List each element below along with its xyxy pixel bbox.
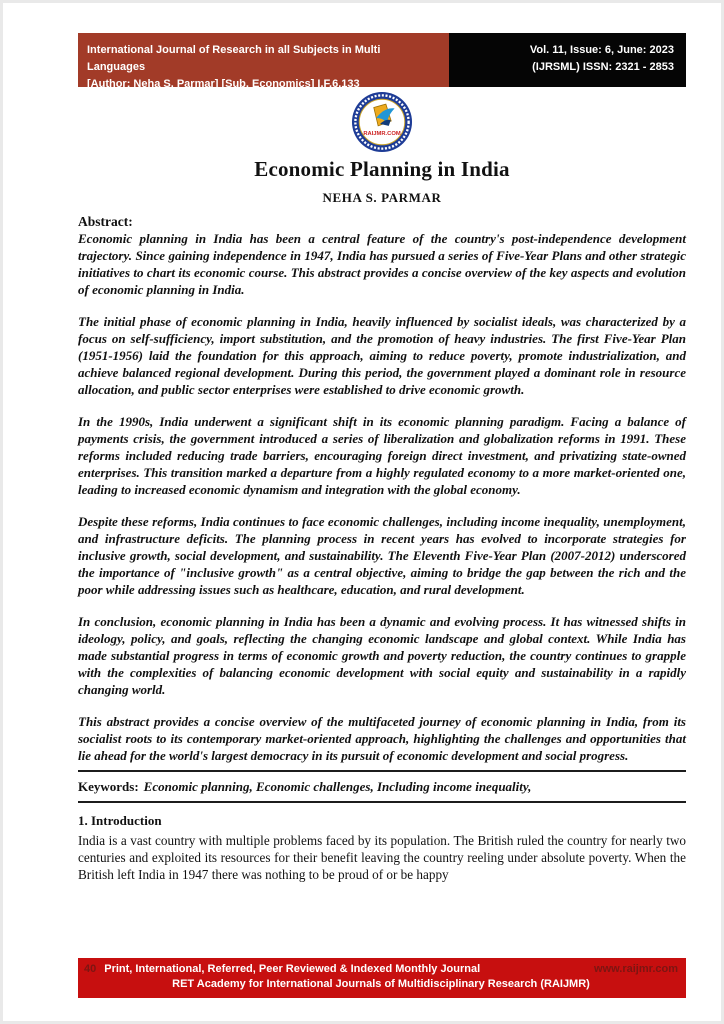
keywords-line (78, 778, 686, 795)
page-number: 40 (84, 963, 97, 975)
abstract-paragraph: In conclusion, economic planning in India has been a dynamic and evolving process. It has witnessed shifts in ideology, policy, and goals, reflecting the changing economic landscape and global context. While India has made substantial progress in terms of economic growth and poverty reduction, the country continues to grapple with the complexities of balancing economic development with social equity and sustainability in a rapidly changing world. (78, 614, 686, 697)
keywords-text: Economic planning, Economic challenges, Including income inequality, (143, 779, 532, 794)
journal-header-right (449, 33, 686, 87)
logo-container (78, 91, 686, 153)
footer-academy-line: RET Academy for International Journals of Multidisciplinary Research (RAIJMR) (172, 978, 590, 990)
abstract-paragraph: In the 1990s, India underwent a significant shift in its economic planning paradigm. Facing a balance of payments crisis, the government introduced a series of liberalization and globalization reforms in 1991. These reforms included reducing trade barriers, encouraging foreign direct investment, and privatizing state-owned enterprises. This transition marked a departure from a highly regulated economy to a more market-oriented one, leading to increased economic dynamism and integration with the global economy. (78, 414, 686, 497)
journal-title-line: International Journal of Research in all Subjects in Multi Languages (87, 44, 381, 73)
footer-journal-type: Print, International, Referred, Peer Reviewed & Indexed Monthly Journal (104, 963, 481, 975)
divider-rule (78, 770, 686, 772)
abstract-heading: Abstract: (78, 214, 133, 229)
author-subject-line: [Author: Neha S. Parmar] [Sub. Economics] I.F.6.133 (87, 78, 360, 90)
abstract-paragraph: Economic planning in India has been a central feature of the country's post-independence development trajectory. Since gaining independence in 1947, India has pursued a series of Five-Year Plans and other strategic initiatives to chart its economic course. This abstract provides a concise overview of the key aspects and evolution of economic planning in India. (78, 231, 686, 297)
footer-website: www.raijmr.com (594, 963, 678, 975)
introduction-heading: 1. Introduction (78, 813, 162, 828)
paper-author: NEHA S. PARMAR (322, 190, 442, 205)
paper-title: Economic Planning in India (254, 157, 510, 181)
footer-line1 (84, 962, 678, 977)
logo-caption: RAIJMR.COM (363, 131, 401, 138)
introduction-paragraph: India is a vast country with multiple problems faced by its population. The British ruled the country for nearly two centuries and exploited its resources for their benefit leaving the country reeling under absolute poverty. When the British left India in 1947 there was nothing to be proud of or be happy (78, 833, 686, 882)
raijmr-logo-icon (351, 91, 413, 153)
volume-issue-line: Vol. 11, Issue: 6, June: 2023 (529, 44, 674, 56)
journal-header (78, 33, 686, 90)
abstract-paragraph: The initial phase of economic planning in India, heavily influenced by socialist ideals, was characterized by a focus on self-sufficiency, import substitution, and the promotion of heavy industries. The first Five-Year Plan (1951-1956) laid the foundation for this approach, aiming to reduce poverty, promote industrialization, and achieve balanced regional development. During this period, the government played a dominant role in resource allocation, and public sector enterprises were established to drive economic growth. (78, 314, 686, 397)
journal-header-left (78, 33, 449, 90)
keywords-label: Keywords: (78, 779, 139, 794)
abstract-paragraph: This abstract provides a concise overview of the multifaceted journey of economic planning in India, from its socialist roots to its contemporary market-oriented approach, highlighting the challenges and opportunities that lie ahead for the world's largest democracy in its pursuit of economic development and social progress. (78, 714, 686, 763)
journal-footer (78, 958, 686, 998)
abstract-body (78, 230, 686, 764)
abstract-paragraph: Despite these reforms, India continues to face economic challenges, including income inequality, unemployment, and infrastructure deficits. The planning process in recent years has evolved to incorporate strategies for inclusive growth, social development, and sustainability. The Eleventh Five-Year Plan (2007-2012) underscored the importance of "inclusive growth" as a central objective, aiming to bridge the gap between the rich and the poor while addressing issues such as healthcare, education, and rural development. (78, 514, 686, 597)
issn-line: (IJRSML) ISSN: 2321 - 2853 (532, 61, 674, 73)
divider-rule (78, 801, 686, 803)
